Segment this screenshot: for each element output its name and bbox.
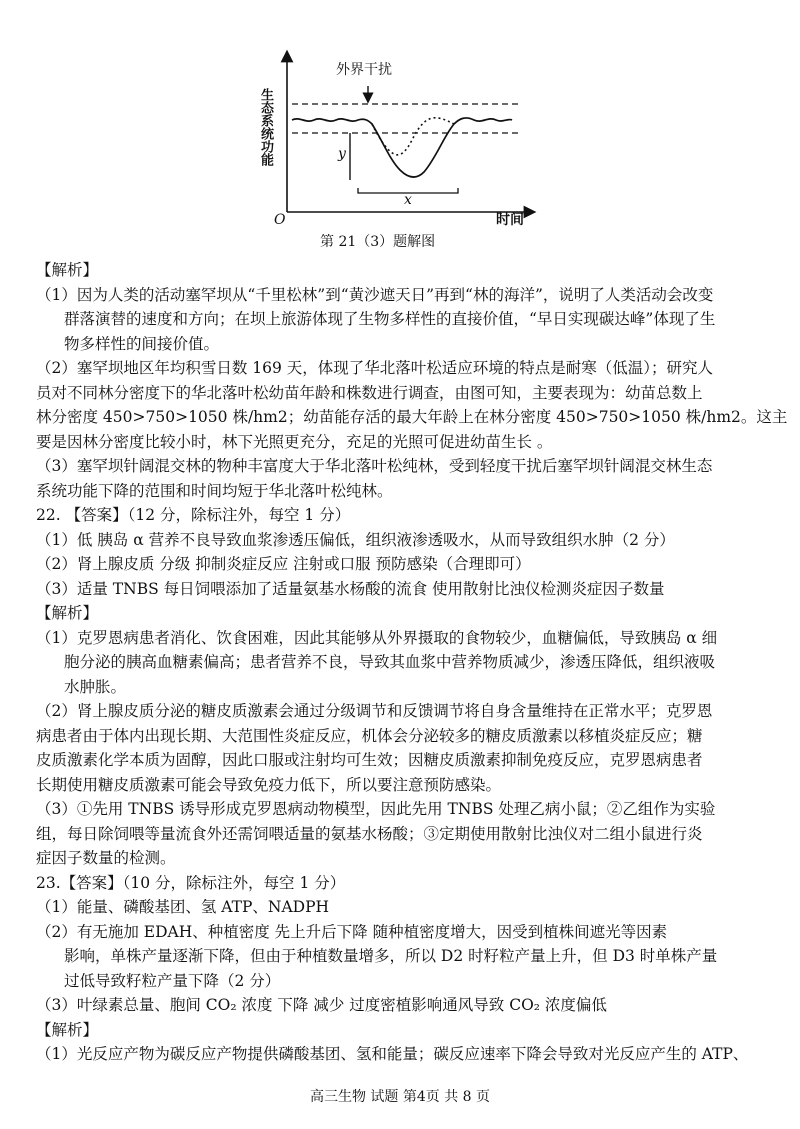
section-heading: 【解析】 <box>36 261 99 279</box>
y-axis-label: 生态系统功能 <box>258 88 273 166</box>
section-heading: 【解析】 <box>36 604 99 622</box>
text-line: 皮质激素化学本质为固醇，因此口服或注射均可生效；因糖皮质激素抑制免疫反应，克罗恩病患者 <box>36 751 703 769</box>
answer-line: （2）肾上腺皮质 分级 抑制炎症反应 注射或口服 预防感染（合理即可） <box>36 555 531 573</box>
section-heading: 【解析】 <box>36 1020 99 1039</box>
x-axis-label: 时间 <box>496 212 524 228</box>
answer-line: （1）低 胰岛 α 营养不良导致血浆渗透压偏低，组织液渗透吸水，从而导致组织水肿（2 分） <box>36 530 675 549</box>
ecosystem-curve-dotted <box>372 118 454 155</box>
text-line: 水肿胀。 <box>64 677 127 696</box>
text-line: 物多样性的间接价值。 <box>64 334 220 353</box>
text-line: 林分密度 450>750>1050 株/hm2；幼苗能存活的最大年龄上在林分密度 450>750>1050 株/hm2。这主 <box>36 408 788 426</box>
text-line: （3）①先用 TNBS 诱导形成克罗恩病动物模型，因此先用 TNBS 处理乙病小鼠；②乙组作为实验 <box>36 800 716 818</box>
text-line: （1）因为人类的活动塞罕坝从“千里松林”到“黄沙遮天日”再到“林的海洋”，说明了人类活动会改变 <box>36 285 714 304</box>
y-measure-label: y <box>338 146 346 162</box>
text-line: 系统功能下降的范围和时间均短于华北落叶松纯林。 <box>36 481 393 500</box>
text-line: 员对不同林分密度下的华北落叶松幼苗年龄和株数进行调查，由图可知，主要表现为：幼苗总数上 <box>36 383 703 402</box>
text-line: 组，每日除饲喂等量流食外还需饲喂适量的氨基水杨酸；③定期使用散射比浊仪对二组小鼠进行炎 <box>36 824 703 843</box>
page-footer: 高三生物 试题 第4页 共 8 页 <box>309 1089 491 1105</box>
text-line: 要是因林分密度比较小时，林下光照更充分，充足的光照可促进幼苗生长 。 <box>36 432 553 451</box>
text-line: （1）克罗恩病患者消化、饮食困难，因此其能够从外界摄取的食物较少，血糖偏低，导致胰岛 α 细 <box>36 628 718 647</box>
figure-caption: 第 21（3）题解图 <box>320 234 436 250</box>
answer-line: （3）叶绿素总量、胞间 CO₂ 浓度 下降 减少 过度密植影响通风导致 CO₂ 浓度偏低 <box>36 996 607 1014</box>
ecosystem-curve-solid <box>292 118 512 177</box>
text-line: （1）光反应产物为碳反应产物提供磷酸基团、氢和能量；碳反应速率下降会导致对光反应产生的 ATP、 <box>36 1045 749 1063</box>
answer-analysis-text <box>36 258 788 1067</box>
x-measure-label: x <box>404 192 412 208</box>
answer-line: 影响，单株产量逐渐下降，但由于种植数量增多，所以 D2 时籽粒产量上升，但 D3 时单株产量 <box>64 947 718 965</box>
answer-line: （1）能量、磷酸基团、氢 ATP、NADPH <box>36 898 330 916</box>
question-heading: 23.【答案】（10 分，除标注外，每空 1 分） <box>36 873 346 892</box>
text-line: （3）塞罕坝针阔混交林的物种丰富度大于华北落叶松纯林，受到轻度干扰后塞罕坝针阔混交林生态 <box>36 457 713 475</box>
answer-line: （3）适量 TNBS 每日饲喂添加了适量氨基水杨酸的流食 使用散射比浊仪检测炎症因子数量 <box>36 579 665 598</box>
text-line: （2）肾上腺皮质分泌的糖皮质激素会通过分级调节和反馈调节将自身含量维持在正常水平；克罗恩 <box>36 702 713 720</box>
text-line: 群落演替的速度和方向；在坝上旅游体现了生物多样性的直接价值，“早日实现碳达峰”体现了生 <box>64 310 716 328</box>
text-line: （2）塞罕坝地区年均积雪日数 169 天，体现了华北落叶松适应环境的特点是耐寒（低温）；研究人 <box>36 359 714 377</box>
answer-line: 过低导致籽粒产量下降（2 分） <box>64 971 281 990</box>
text-line: 症因子数量的检测。 <box>36 849 176 867</box>
figure-21-3 <box>240 40 540 260</box>
text-line: 胞分泌的胰高血糖素偏高；患者营养不良，导致其血浆中营养物质减少，渗透压降低，组织液吸 <box>64 653 716 671</box>
question-heading: 22. 【答案】（12 分，除标注外，每空 1 分） <box>36 506 351 524</box>
disturbance-label: 外界干扰 <box>336 62 392 78</box>
origin-label: O <box>274 212 286 228</box>
text-line: 病患者由于体内出现长期、大范围性炎症反应，机体会分泌较多的糖皮质激素以移植炎症反应；糖 <box>36 726 703 745</box>
answer-line: （2）有无施加 EDAH、种植密度 先上升后下降 随种植密度增大，因受到植株间遮光等因素 <box>36 922 668 941</box>
text-line: 长期使用糖皮质激素可能会导致免疫力低下，所以要注意预防感染。 <box>36 775 502 794</box>
